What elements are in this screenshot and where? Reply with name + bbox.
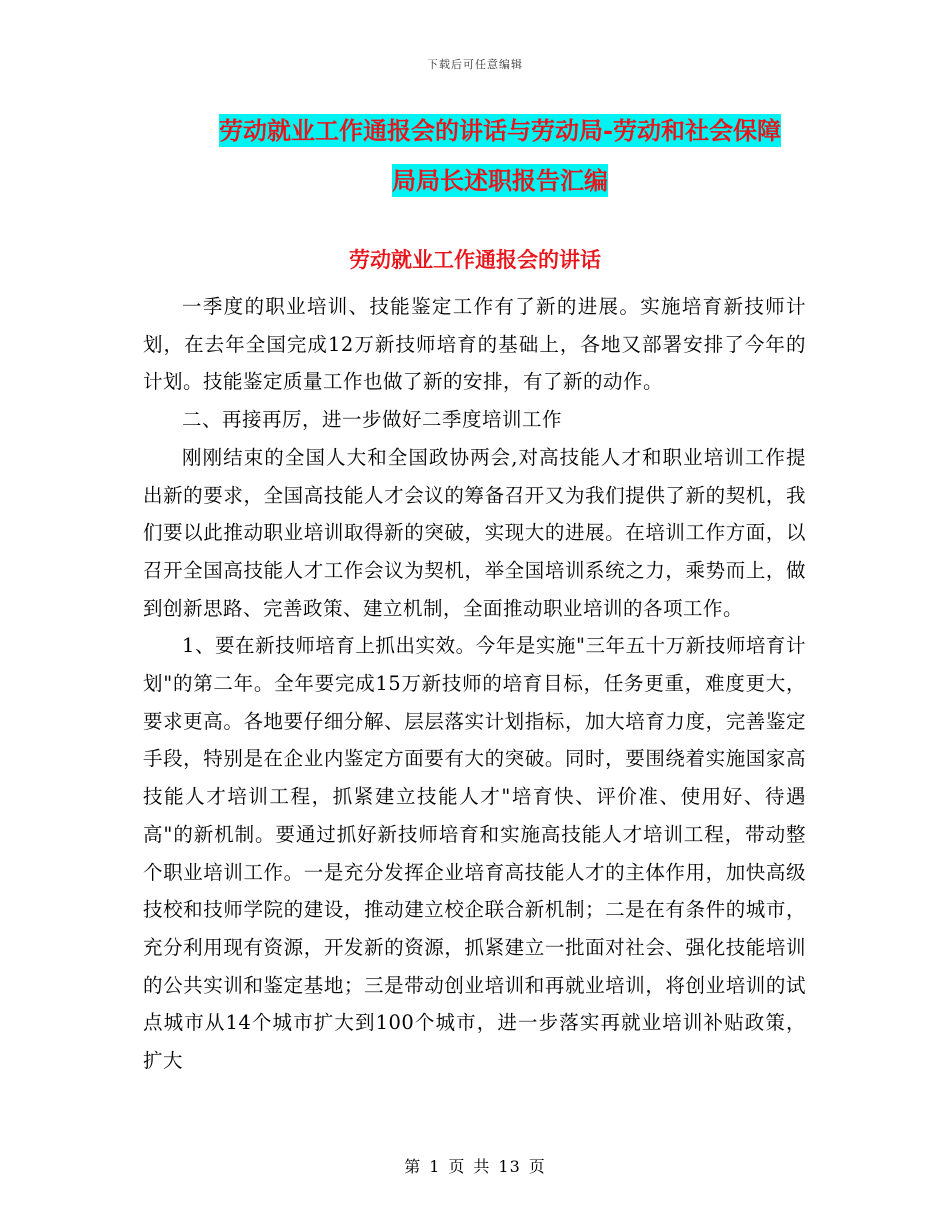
section-title: 劳动就业工作通报会的讲话 (349, 247, 601, 272)
page-footer (0, 1154, 950, 1177)
paragraph-2: 二、再接再厉，进一步做好二季度培训工作 (182, 408, 563, 432)
body-text (143, 288, 806, 1080)
paragraph-1: 一季度的职业培训、技能鉴定工作有了新的进展。实施培育新技师计划，在去年全国完成12万新技师培育的基础上，各地又部署安排了今年的计划。技能鉴定质量工作也做了新的安排，有了新的动作。 (143, 295, 806, 394)
paragraph-4: 1、要在新技师培育上抓出实效。今年是实施"三年五十万新技师培育计划"的第二年。全年要完成15万新技师的培育目标，任务更重，难度更大，要求更高。各地要仔细分解、层层落实计划指标，加大培育力度，完善鉴定手段，特别是在企业内鉴定方面要有大的突破。同时，要围绕着实施国家高技能人才培训工程，抓紧建立技能人才"培育快、评价准、使用好、待遇高"的新机制。要通过抓好新技师培育和实施高技能人才培训工程，带动整个职业培训工作。一是充分发挥企业培育高技能人才的主体作用，加快高级技校和技师学院的建设，推动建立校企联合新机制；二是在有条件的城市，充分利用现有资源，开发新的资源，抓紧建立一批面对社会、强化技能培训的公共实训和鉴定基地；三是带动创业培训和再就业培训，将创业培训的试点城市从14个城市扩大到100个城市，进一步落实再就业培训补贴政策，扩大 (143, 634, 806, 1073)
footer-total-prefix: 共 (473, 1157, 491, 1176)
header-note: 下载后可任意编辑 (427, 58, 523, 71)
footer-prefix: 第 (404, 1157, 422, 1176)
document-title (120, 106, 880, 206)
footer-suffix: 页 (528, 1157, 546, 1176)
paragraph-3: 刚刚结束的全国人大和全国政协两会,对高技能人才和职业培训工作提出新的要求，全国高技能人才会议的筹备召开又为我们提供了新的契机，我们要以此推动职业培训取得新的突破，实现大的进展。在培训工作方面，以召开全国高技能人才工作会议为契机，举全国培训系统之力，乘势而上，做到创新思路、完善政策、建立机制，全面推动职业培训的各项工作。 (143, 445, 806, 620)
footer-mid: 页 (448, 1157, 466, 1176)
page-number: 1 (429, 1157, 441, 1176)
title-line-2: 局局长述职报告汇编 (392, 166, 608, 195)
title-line-1: 劳动就业工作通报会的讲话与劳动局-劳动和社会保障 (219, 116, 781, 145)
total-pages: 13 (498, 1157, 521, 1176)
